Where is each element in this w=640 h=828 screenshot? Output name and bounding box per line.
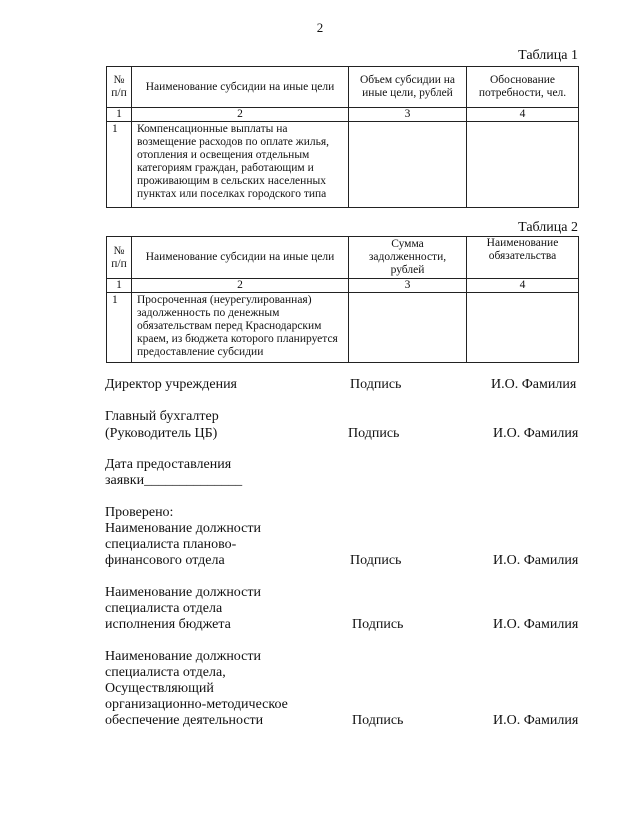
methodical-position: организационно-методическое (105, 697, 288, 712)
table1 (106, 66, 579, 208)
accountant-signature: Подпись (348, 426, 400, 441)
table2 (106, 236, 579, 363)
table2-data-row (107, 293, 579, 363)
budget-position: Наименование должности (105, 585, 261, 600)
planning-signature: Подпись (350, 553, 402, 568)
methodical-name: И.О. Фамилия (493, 713, 579, 728)
methodical-position: обеспечение деятельности (105, 713, 264, 728)
table1-header-basis: Обоснование потребности, чел. (467, 67, 579, 108)
table1-row-amount (349, 122, 467, 208)
table2-header-name: Наименование субсидии на иные цели (132, 237, 349, 279)
date-label: Дата предоставления (105, 457, 232, 472)
director-position: Директор учреждения (105, 377, 237, 392)
table1-data-row (107, 122, 579, 208)
table2-header-row (107, 237, 579, 279)
methodical-signature: Подпись (352, 713, 404, 728)
table1-header-amount: Объем субсидии на иные цели, рублей (349, 67, 467, 108)
planning-position: специалиста планово- (105, 537, 237, 552)
checked-label: Проверено: (105, 505, 174, 520)
table1-caption: Таблица 1 (518, 48, 578, 63)
table2-col-number: 3 (349, 279, 467, 293)
table2-row-name: Просроченная (неурегулированная) задолженность по денежным обязательствам перед Краснодарским краем, из бюджета которого планируется предоставление субсидии (132, 293, 349, 363)
methodical-position: Осуществляющий (105, 681, 214, 696)
budget-position: специалиста отдела (105, 601, 223, 616)
table2-col-number: 4 (467, 279, 579, 293)
methodical-position: Наименование должности (105, 649, 261, 664)
director-signature: Подпись (350, 377, 402, 392)
table2-caption: Таблица 2 (518, 220, 578, 235)
table1-row-num: 1 (107, 122, 132, 208)
table2-header-obligation: Наименование обязательства (467, 237, 579, 279)
table1-header-row (107, 67, 579, 108)
planning-position: финансового отдела (105, 553, 225, 568)
date-line: заявки______________ (105, 473, 243, 488)
table1-header-name: Наименование субсидии на иные цели (132, 67, 349, 108)
director-name: И.О. Фамилия (491, 377, 577, 392)
table2-header-num: № п/п (107, 237, 132, 279)
accountant-subtitle: (Руководитель ЦБ) (105, 426, 218, 441)
planning-position: Наименование должности (105, 521, 261, 536)
budget-position: исполнения бюджета (105, 617, 231, 632)
table2-col-number: 1 (107, 279, 132, 293)
budget-signature: Подпись (352, 617, 404, 632)
table2-row-amount (349, 293, 467, 363)
table2-row-obligation (467, 293, 579, 363)
accountant-name: И.О. Фамилия (493, 426, 579, 441)
methodical-position: специалиста отдела, (105, 665, 226, 680)
table1-col-number: 2 (132, 108, 349, 122)
table1-col-number: 1 (107, 108, 132, 122)
table2-number-row (107, 279, 579, 293)
planning-name: И.О. Фамилия (493, 553, 579, 568)
table1-number-row (107, 108, 579, 122)
table2-row-num: 1 (107, 293, 132, 363)
page-number: 2 (316, 20, 324, 35)
budget-name: И.О. Фамилия (493, 617, 579, 632)
table1-col-number: 3 (349, 108, 467, 122)
table1-col-number: 4 (467, 108, 579, 122)
table1-row-basis (467, 122, 579, 208)
table2-header-amount: Сумма задолженности, рублей (349, 237, 467, 279)
accountant-position: Главный бухгалтер (105, 409, 219, 424)
table1-header-num: № п/п (107, 67, 132, 108)
table2-col-number: 2 (132, 279, 349, 293)
table1-row-name: Компенсационные выплаты на возмещение расходов по оплате жилья, отопления и освещения отдельным категориям граждан, работающим и проживающим в сельских населенных пунктах или поселках городского типа (132, 122, 349, 208)
